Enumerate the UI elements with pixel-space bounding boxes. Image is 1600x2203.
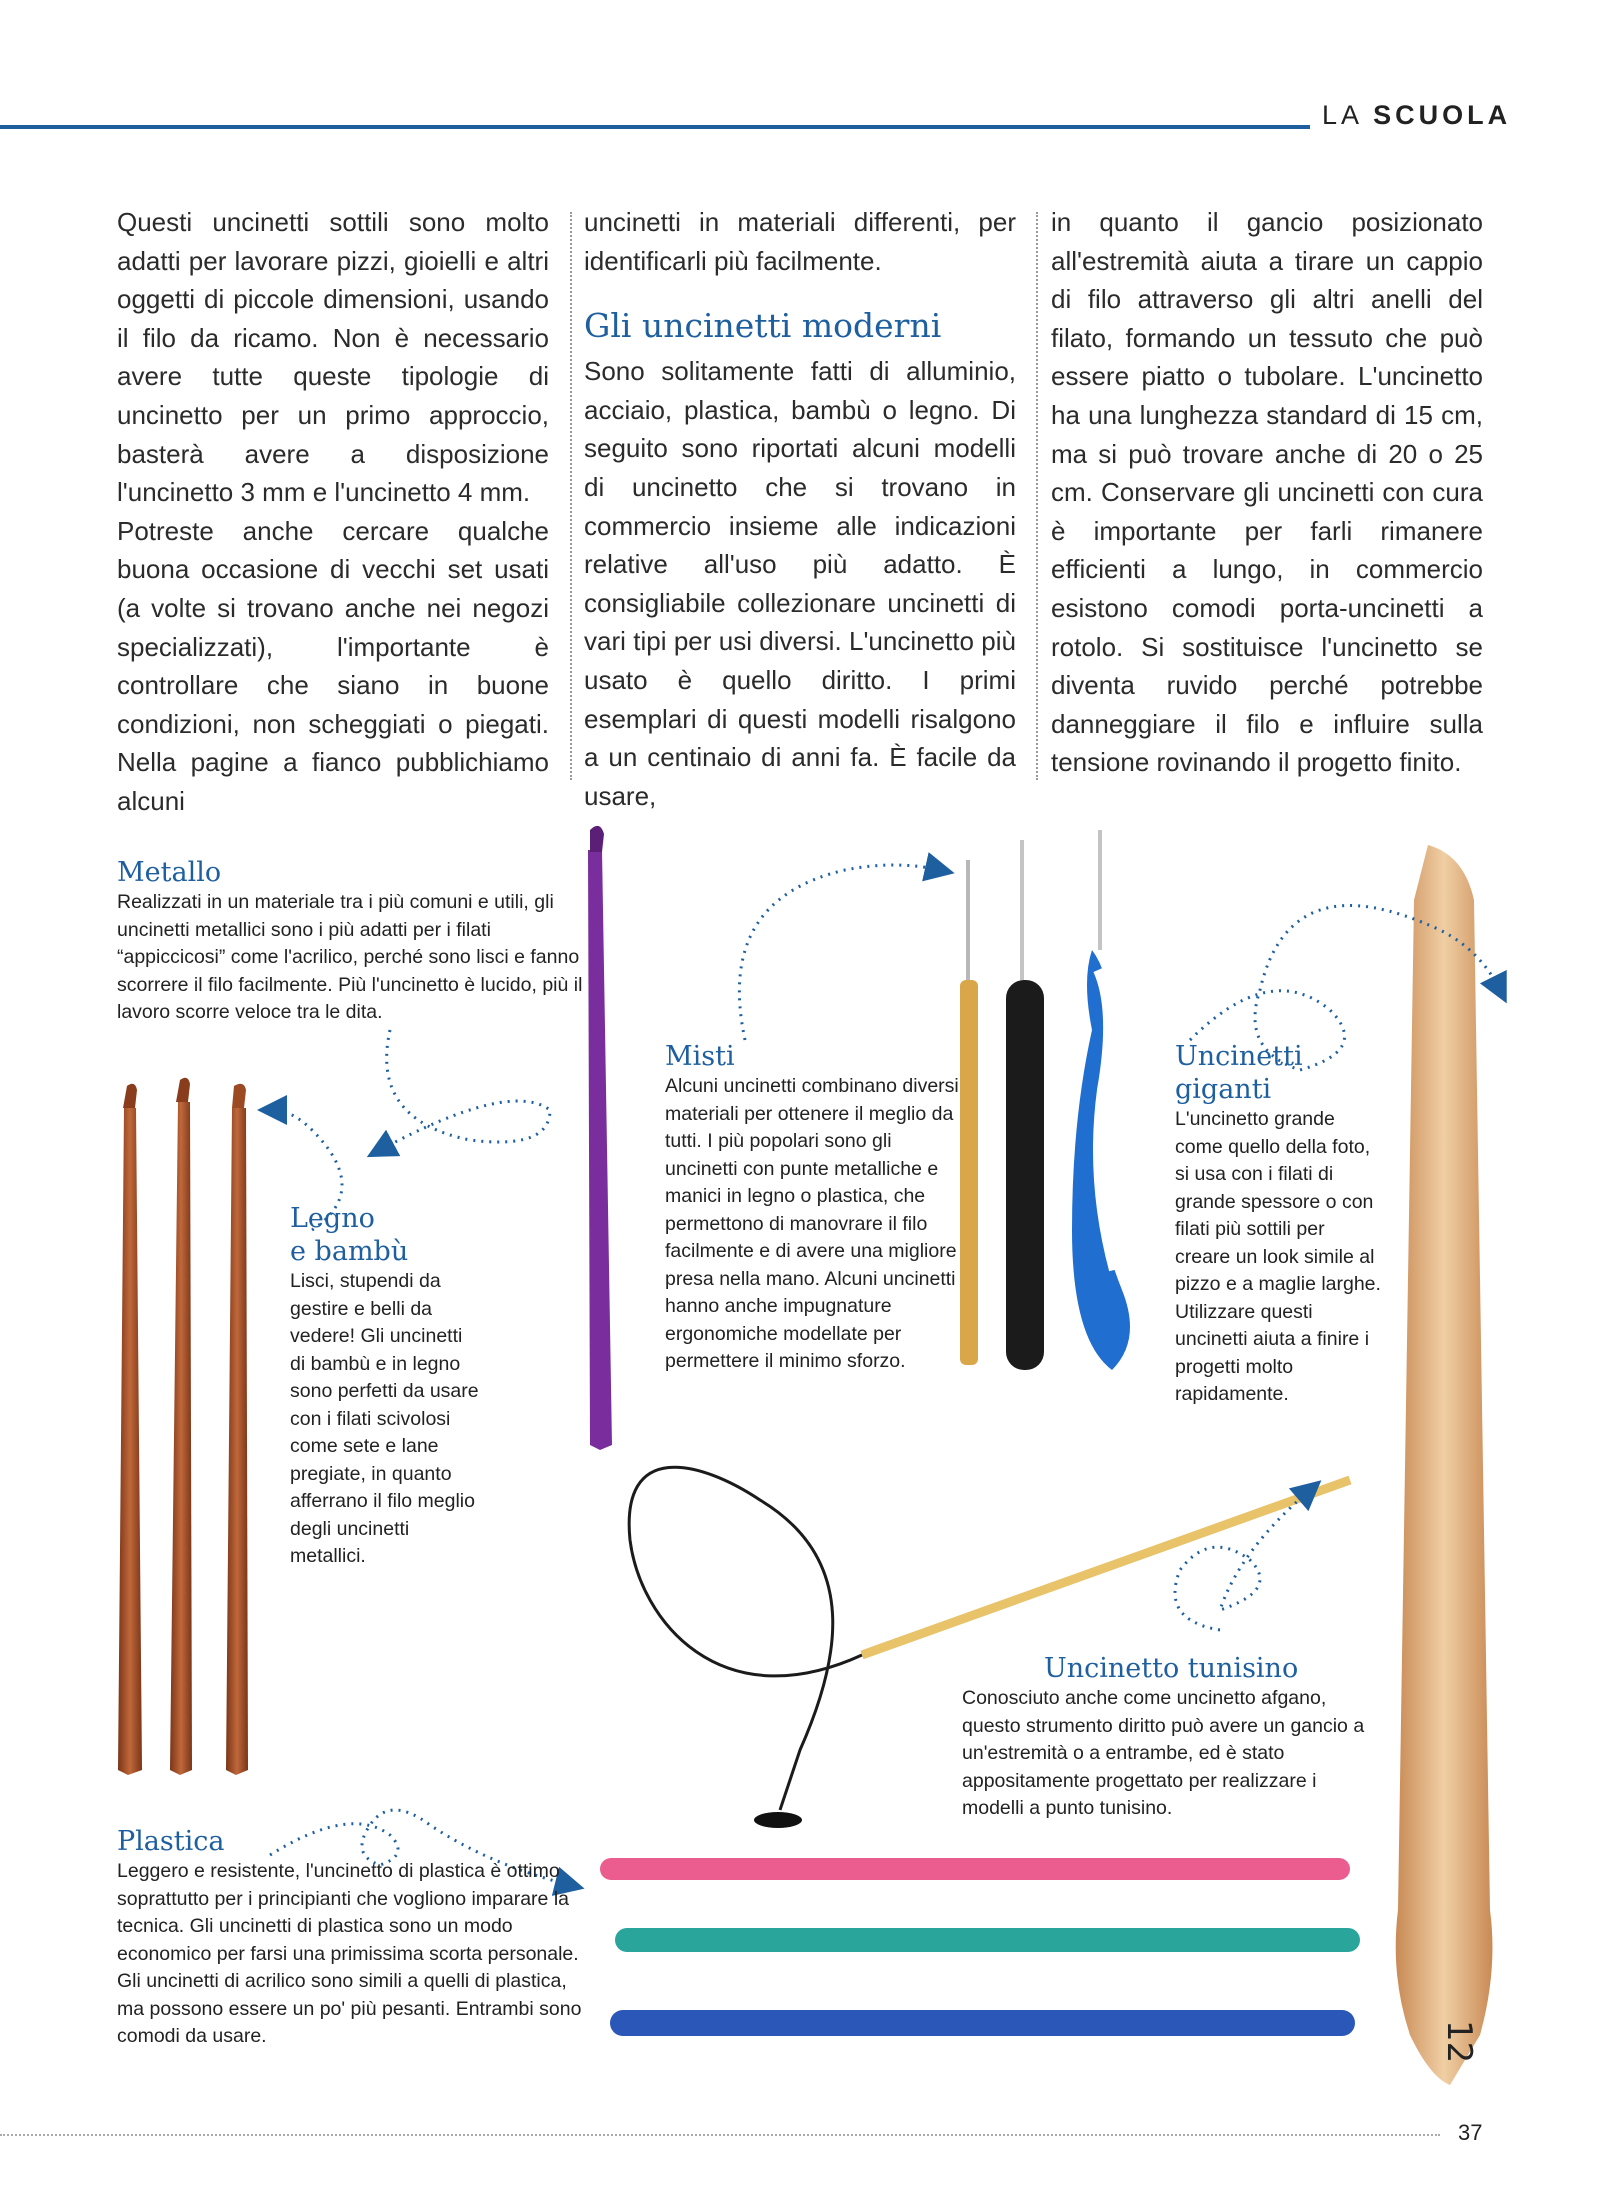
footer-rule <box>0 2134 1440 2136</box>
body-paragraph: Potreste anche cercare qualche buona occasione di vecchi set usati (a volte si trovano anche nei negozi specializzati), l'importante è controllare che siano in buone condizioni, non scheggiati o piegati. Nella pagine a fianco pubblichiamo alcuni <box>117 515 549 816</box>
wooden-hooks-photo <box>118 1078 248 1775</box>
section-prefix: LA <box>1322 100 1362 130</box>
section-name: SCUOLA <box>1373 100 1512 130</box>
caption-title-line2: e bambù <box>290 1236 409 1267</box>
caption-text: Lisci, stupendi da gestire e belli da vedere! Gli uncinetti di bambù e in legno sono perfetti da usare con i filati scivolosi come sete e lane pregiate, in quanto afferrano il filo meglio degli uncinetti metallici. <box>290 1270 479 1567</box>
giant-wooden-hook-photo <box>1396 845 1493 2085</box>
body-paragraph: in quanto il gancio posizionato all'estremità aiuta a tirare un cappio di filo attraverso gli altri anelli del filato, formando un tessuto che può essere piatto o tubolare. L'uncinetto ha una lunghezza standard di 15 cm, ma si può trovare anche di 20 o 25 cm. Conservare gli uncinetti con cura è importante per farli rimanere efficienti a lungo, in commercio esistono comodi porta-uncinetti a rotolo. Si sostituisce l'uncinetto se diventa ruvido perché potrebbe danneggiare il filo e influire sulla tensione rovinando il progetto finito. <box>1051 207 1483 778</box>
caption-text: Alcuni uncinetti combinano diversi materiali per ottenere il meglio da tutti. I più popolari sono gli uncinetti con punte metalliche e manici in legno o plastica, che permettono di manovrare il filo facilmente e di avere una migliore presa nella mano. Alcuni uncinetti hanno anche impugnature ergonomiche modellate per permettere il minimo sforzo. <box>665 1075 959 1372</box>
caption-text: Conosciuto anche come uncinetto afgano, questo strumento diritto può avere un gancio a un'estremità o a entrambe, ed è stato appositamente progettato per realizzare i modelli a punto tunisino. <box>962 1687 1365 1819</box>
plastic-hooks-photo <box>600 1858 1360 2036</box>
body-paragraph: Sono solitamente fatti di alluminio, acciaio, plastica, bambù o legno. Di seguito sono riportati alcuni modelli di uncinetto che si trovano in commercio insieme alle indicazioni relative all'uso più adatto. È consigliabile collezionare uncinetti di vari tipi per usi diversi. L'uncinetto più usato è quello diritto. I primi esemplari di questi modelli risalgono a un centinaio di anni fa. È facile da usare, <box>584 356 1016 811</box>
caption-title: Misti <box>665 1041 735 1072</box>
caption-title: Uncinetti giganti <box>1175 1041 1303 1105</box>
caption-text: Realizzati in un materiale tra i più comuni e utili, gli uncinetti metallici sono i più adatti per i filati “appiccicosi” come l'acrilico, perché sono lisci e fanno scorrere il filo facilmente. Più l'uncinetto è lucido, più il lavoro scorre veloce tra le dita. <box>117 891 583 1023</box>
page-number: 37 <box>1458 2120 1483 2145</box>
caption-tunisino <box>962 1652 1382 1823</box>
caption-plastica <box>117 1825 597 2051</box>
caption-text: L'uncinetto grande come quello della foto, si usa con i filati di grande spessore o con filati più sottili per creare un look simile al pizzo e a maglie larghe. Utilizzare questi uncinetti aiuta a finire i progetti molto rapidamente. <box>1175 1108 1381 1405</box>
mixed-hooks-photo <box>960 830 1130 1370</box>
caption-title: Plastica <box>117 1826 225 1857</box>
giant-hook-size-label: 12 <box>1439 2020 1479 2064</box>
caption-metallo <box>117 856 592 1027</box>
body-paragraph: uncinetti in materiali differenti, per identificarli più facilmente. <box>584 207 1016 276</box>
caption-title: Metallo <box>117 857 222 888</box>
body-paragraph: Questi uncinetti sottili sono molto adatti per lavorare pizzi, gioielli e altri oggetti di piccole dimensioni, usando il filo da ricamo. Non è necessario avere tutte queste tipologie di uncinetto per un primo approccio, basterà avere a disposizione l'uncinetto 3 mm e l'uncinetto 4 mm. <box>117 207 549 508</box>
caption-misti <box>665 1040 965 1376</box>
section-heading: Gli uncinetti moderni <box>584 306 942 346</box>
caption-giganti <box>1175 1040 1385 1409</box>
caption-text: Leggero e resistente, l'uncinetto di plastica è ottimo soprattutto per i principianti che vogliono imparare la tecnica. Gli uncinetti di plastica sono un modo economico per farsi una primissima scorta personale. Gli uncinetti di acrilico sono simili a quelli di plastica, ma possono essere un po' più pesanti. Entrambi sono comodi da usare. <box>117 1860 582 2047</box>
caption-title: Uncinetto tunisino <box>1044 1653 1299 1684</box>
caption-title-line1: Legno <box>290 1203 375 1234</box>
caption-legno <box>290 1202 480 1571</box>
